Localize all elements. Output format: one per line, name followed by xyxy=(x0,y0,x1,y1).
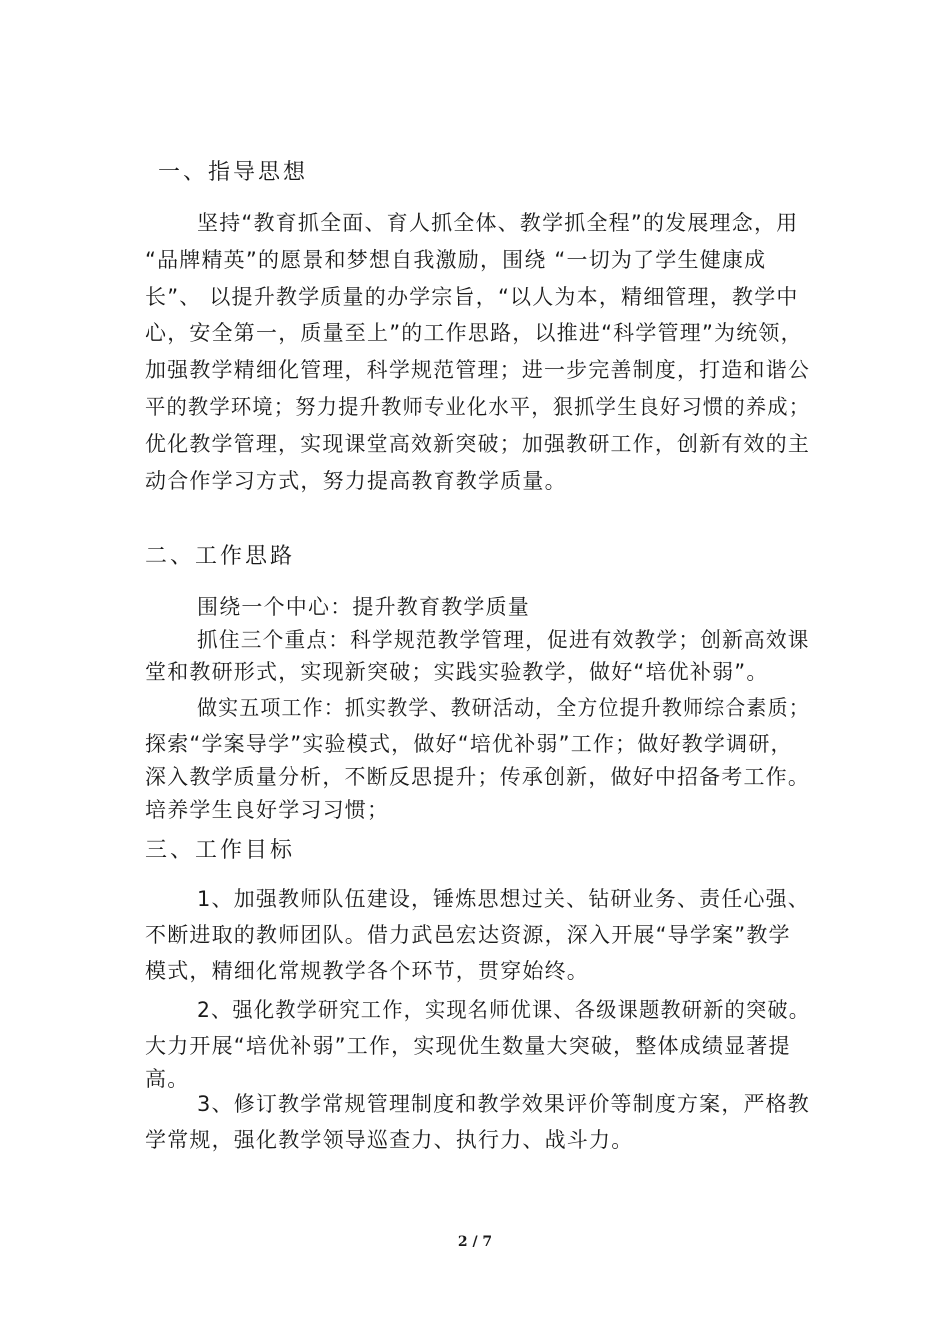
paragraph-line: 模式，精细化常规教学各个环节，贯穿始终。 xyxy=(145,959,589,983)
paragraph-line: 加强教学精细化管理，科学规范管理；进一步完善制度，打造和谐公 xyxy=(145,358,811,382)
paragraph-line: 不断进取的教师团队。借力武邑宏达资源，深入开展“导学案”教学 xyxy=(145,923,791,947)
paragraph-line: 2、强化教学研究工作，实现名师优课、各级课题教研新的突破。 xyxy=(197,998,811,1022)
paragraph-line: 1、加强教师队伍建设，锤炼思想过关、钻研业务、责任心强、 xyxy=(197,887,810,911)
section-heading-work-approach: 二、工作思路 xyxy=(145,544,296,569)
paragraph-line: 学常规，强化教学领导巡查力、执行力、战斗力。 xyxy=(145,1128,634,1152)
paragraph-line: 动合作学习方式，努力提高教育教学质量。 xyxy=(145,469,567,493)
section-heading-work-goals: 三、工作目标 xyxy=(145,838,296,863)
paragraph-line: 培养学生良好学习习惯； xyxy=(145,798,390,822)
paragraph-line: 围绕一个中心：提升教育教学质量 xyxy=(197,595,530,619)
paragraph-line: 做实五项工作：抓实教学、教研活动，全方位提升教师综合素质； xyxy=(197,696,810,720)
paragraph-line: “品牌精英”的愿景和梦想自我激励，围绕 “一切为了学生健康成 xyxy=(145,248,767,272)
paragraph-line: 深入教学质量分析，不断反思提升；传承创新，做好中招备考工作。 xyxy=(145,765,811,789)
paragraph-line: 坚持“教育抓全面、育人抓全体、教学抓全程”的发展理念，用 xyxy=(197,211,799,235)
section-heading-guiding-ideology: 一、指导思想 xyxy=(158,160,309,185)
paragraph-line: 高。 xyxy=(145,1067,190,1091)
paragraph-line: 堂和教研形式，实现新突破；实践实验教学，做好“培优补弱”。 xyxy=(145,660,769,684)
paragraph-line: 大力开展“培优补弱”工作，实现优生数量大突破，整体成绩显著提 xyxy=(145,1034,791,1058)
paragraph-line: 平的教学环境；努力提升教师专业化水平，狠抓学生良好习惯的养成； xyxy=(145,395,811,419)
paragraph-line: 3、修订教学常规管理制度和教学效果评价等制度方案，严格教 xyxy=(197,1092,810,1116)
paragraph-line: 长”、 以提升教学质量的办学宗旨，“以人为本，精细管理，教学中 xyxy=(145,285,799,309)
paragraph-line: 心，安全第一，质量至上”的工作思路，以推进“科学管理”为统领， xyxy=(145,321,803,345)
page-number: 2 / 7 xyxy=(457,1234,493,1250)
paragraph-line: 探索“学案导学”实验模式，做好“培优补弱”工作；做好教学调研， xyxy=(145,732,793,756)
paragraph-line: 抓住三个重点：科学规范教学管理，促进有效教学；创新高效课 xyxy=(197,628,810,652)
paragraph-line: 优化教学管理，实现课堂高效新突破；加强教研工作，创新有效的主 xyxy=(145,432,811,456)
